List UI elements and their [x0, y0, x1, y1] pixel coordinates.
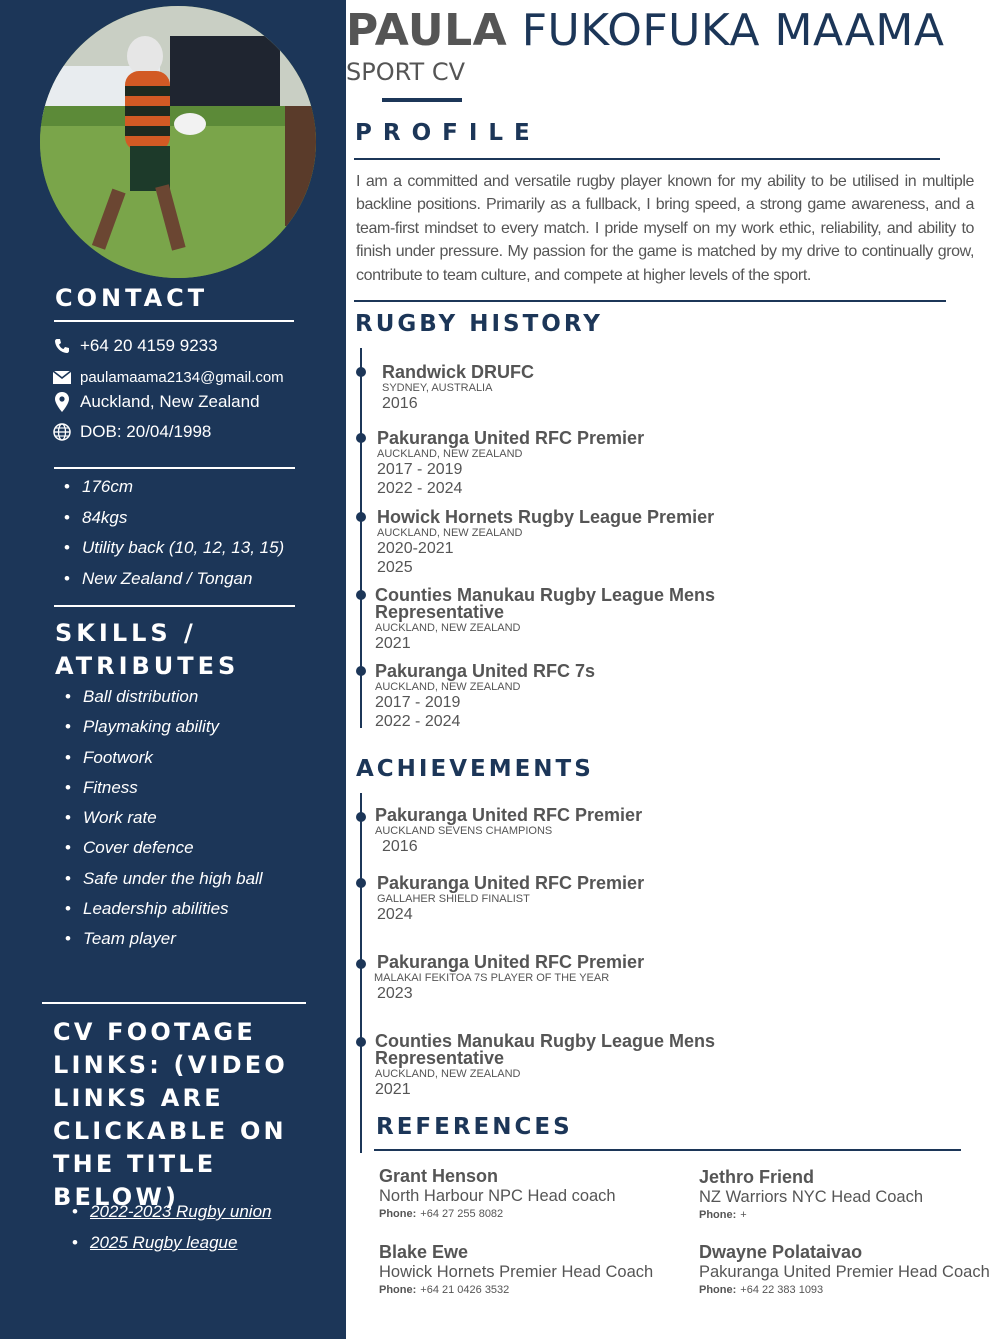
last-name: FUKOFUKA MAAMA: [521, 5, 945, 56]
achievement-title: AUCKLAND SEVENS CHAMPIONS: [375, 825, 553, 837]
club-years: 2022 - 2024: [377, 480, 463, 497]
timeline-dot: [356, 878, 366, 888]
contact-phone[interactable]: [52, 336, 218, 356]
club-location: AUCKLAND, NEW ZEALAND: [377, 527, 523, 539]
reference-name: Jethro Friend: [699, 1167, 815, 1187]
skill-item: • Playmaking ability: [65, 717, 263, 747]
club-name: Pakuranga United RFC 7s: [375, 661, 596, 681]
reference-phone: [699, 1209, 923, 1221]
phone-number: +64 21 0426 3532: [420, 1284, 510, 1296]
location-pin-icon: [52, 392, 72, 412]
skills-heading: [55, 617, 239, 683]
timeline-dot: [356, 512, 366, 522]
reference-name: Blake Ewe: [379, 1242, 469, 1262]
club-name: Howick Hornets Rugby League Premier: [377, 507, 715, 527]
history-entry: [375, 587, 755, 653]
reference-phone: [379, 1284, 653, 1296]
club-location: SYDNEY, AUSTRALIA: [382, 382, 493, 394]
reference-phone: [379, 1208, 616, 1220]
phone-icon: [52, 336, 72, 356]
timeline-dot: [356, 433, 366, 443]
skill-item: • Fitness: [65, 778, 263, 808]
skill-item: • Footwork: [65, 748, 263, 778]
contact-location: [52, 392, 260, 412]
club-years: 2025: [377, 559, 413, 576]
achievement-club: Counties Manukau Rugby League Mens Representative: [375, 1031, 716, 1068]
footage-link-item: [72, 1202, 271, 1233]
club-name: Counties Manukau Rugby League Mens Representative: [375, 585, 716, 622]
phone-number: +: [740, 1209, 747, 1221]
fact-position: • Utility back (10, 12, 13, 15): [64, 538, 284, 569]
skill-item: • Cover defence: [65, 838, 263, 868]
reference-card: [699, 1242, 990, 1296]
reference-role: NZ Warriors NYC Head Coach: [699, 1188, 924, 1206]
profile-divider: [354, 158, 940, 160]
timeline-dot: [356, 666, 366, 676]
globe-icon: [52, 422, 72, 442]
phone-number: +64 22 383 1093: [740, 1284, 824, 1296]
location-text: Auckland, New Zealand: [80, 392, 260, 411]
achievement-entry: [377, 875, 757, 924]
skill-item: • Safe under the high ball: [65, 869, 263, 899]
personal-facts-list: [64, 477, 284, 599]
club-location: AUCKLAND, NEW ZEALAND: [375, 622, 521, 634]
first-name: PAULA: [346, 5, 508, 56]
achievement-year: 2024: [377, 906, 413, 923]
contact-divider: [54, 320, 294, 322]
skill-item: • Leadership abilities: [65, 899, 263, 929]
reference-name: Grant Henson: [379, 1166, 499, 1186]
achievement-entry: [374, 952, 757, 1003]
reference-phone: [699, 1284, 990, 1296]
footage-link-item: [72, 1233, 271, 1264]
achievements-timeline: [360, 793, 362, 1153]
contact-heading: CONTACT: [55, 284, 209, 312]
reference-card: [699, 1167, 923, 1221]
skill-item: • Ball distribution: [65, 687, 263, 717]
timeline-dot: [356, 959, 366, 969]
dob-text: DOB: 20/04/1998: [80, 422, 212, 441]
profile-paragraph: I am a committed and versatile rugby player known for my ability to be utilised in multiple backline positions. Primarily as a fullback, I bring speed, a strong game awareness, and a team-first mindset to every match. I pride myself on my work ethic, reliability, and ability to finish under pressure. My passion for the game is matched by my drive to continually grow, contribute to team culture, and compete at higher levels of the sport.: [356, 173, 974, 284]
rugby-history-heading: RUGBY HISTORY: [355, 311, 603, 337]
achievement-club: Pakuranga United RFC Premier: [377, 952, 645, 972]
club-location: AUCKLAND, NEW ZEALAND: [377, 448, 523, 460]
timeline-dot: [356, 590, 366, 600]
fact-height: • 176cm: [64, 477, 284, 508]
achievement-entry: [375, 807, 755, 856]
phone-number: +64 27 255 8082: [420, 1208, 504, 1220]
club-years: 2022 - 2024: [375, 713, 461, 730]
fact-nationality: • New Zealand / Tongan: [64, 569, 284, 600]
achievement-year: 2016: [382, 838, 418, 855]
phone-label: Phone:: [379, 1208, 417, 1220]
club-location: AUCKLAND, NEW ZEALAND: [375, 681, 521, 693]
fact-weight: • 84kgs: [64, 508, 284, 539]
footage-divider: [42, 1002, 306, 1004]
title-accent-bar: [382, 98, 462, 102]
club-years: 2021: [375, 635, 411, 652]
sidebar: [0, 0, 346, 1339]
history-entry: [377, 430, 757, 498]
achievement-year: 2023: [377, 985, 413, 1002]
profile-photo: [40, 6, 316, 278]
achievements-heading: ACHIEVEMENTS: [356, 756, 594, 782]
footage-heading: CV FOOTAGE LINKS: (VIDEO LINKS ARE CLICKABLE ON THE TITLE BELOW): [53, 1018, 288, 1211]
club-years: 2017 - 2019: [377, 461, 463, 478]
cv-subtitle: SPORT CV: [346, 58, 465, 86]
skill-item: • Work rate: [65, 808, 263, 838]
phone-text: +64 20 4159 9233: [80, 336, 218, 355]
club-name: Pakuranga United RFC Premier: [377, 428, 645, 448]
timeline-dot: [356, 1037, 366, 1047]
reference-role: North Harbour NPC Head coach: [379, 1187, 616, 1205]
club-years: 2016: [382, 395, 418, 412]
phone-label: Phone:: [699, 1209, 737, 1221]
club-name: Randwick DRUFC: [382, 362, 535, 382]
phone-label: Phone:: [379, 1284, 417, 1296]
video-link-rugby-league[interactable]: 2025 Rugby league: [90, 1233, 238, 1252]
profile-heading: PROFILE: [355, 120, 541, 146]
reference-role: Pakuranga United Premier Head Coach: [699, 1263, 990, 1281]
skill-item: • Team player: [65, 929, 263, 959]
player-name: [346, 4, 944, 58]
reference-card: [379, 1242, 653, 1296]
achievement-title: GALLAHER SHIELD FINALIST: [377, 893, 530, 905]
contact-dob: [52, 422, 211, 442]
skills-divider: [54, 605, 295, 607]
achievement-title: MALAKAI FEKITOA 7S PLAYER OF THE YEAR: [374, 972, 610, 984]
history-entry: [377, 509, 757, 577]
achievement-title: AUCKLAND, NEW ZEALAND: [375, 1068, 521, 1080]
references-heading: REFERENCES: [376, 1114, 573, 1140]
timeline-dot: [356, 812, 366, 822]
video-link-rugby-union[interactable]: 2022-2023 Rugby union: [90, 1202, 272, 1221]
contact-email[interactable]: [52, 367, 284, 387]
skills-list: [65, 687, 263, 960]
achievement-entry: [375, 1033, 755, 1099]
mail-icon: [52, 367, 72, 387]
skills-heading-line2: ATRIBUTES: [55, 652, 240, 680]
history-entry: [382, 364, 762, 413]
reference-role: Howick Hornets Premier Head Coach: [379, 1263, 654, 1281]
club-years: 2020-2021: [377, 540, 454, 557]
references-divider: [374, 1149, 961, 1151]
footage-links-list: [72, 1202, 271, 1264]
achievement-year: 2021: [375, 1081, 411, 1098]
skills-heading-line1: SKILLS /: [55, 619, 197, 647]
reference-name: Dwayne Polataivao: [699, 1242, 863, 1262]
achievement-club: Pakuranga United RFC Premier: [377, 873, 645, 893]
email-text: paulamaama2134@gmail.com: [80, 368, 284, 386]
timeline-dot: [356, 367, 366, 377]
club-years: 2017 - 2019: [375, 694, 461, 711]
facts-divider: [54, 467, 295, 469]
achievement-club: Pakuranga United RFC Premier: [375, 805, 643, 825]
history-entry: [375, 663, 755, 731]
phone-label: Phone:: [699, 1284, 737, 1296]
reference-card: [379, 1166, 616, 1220]
history-divider: [354, 300, 946, 302]
